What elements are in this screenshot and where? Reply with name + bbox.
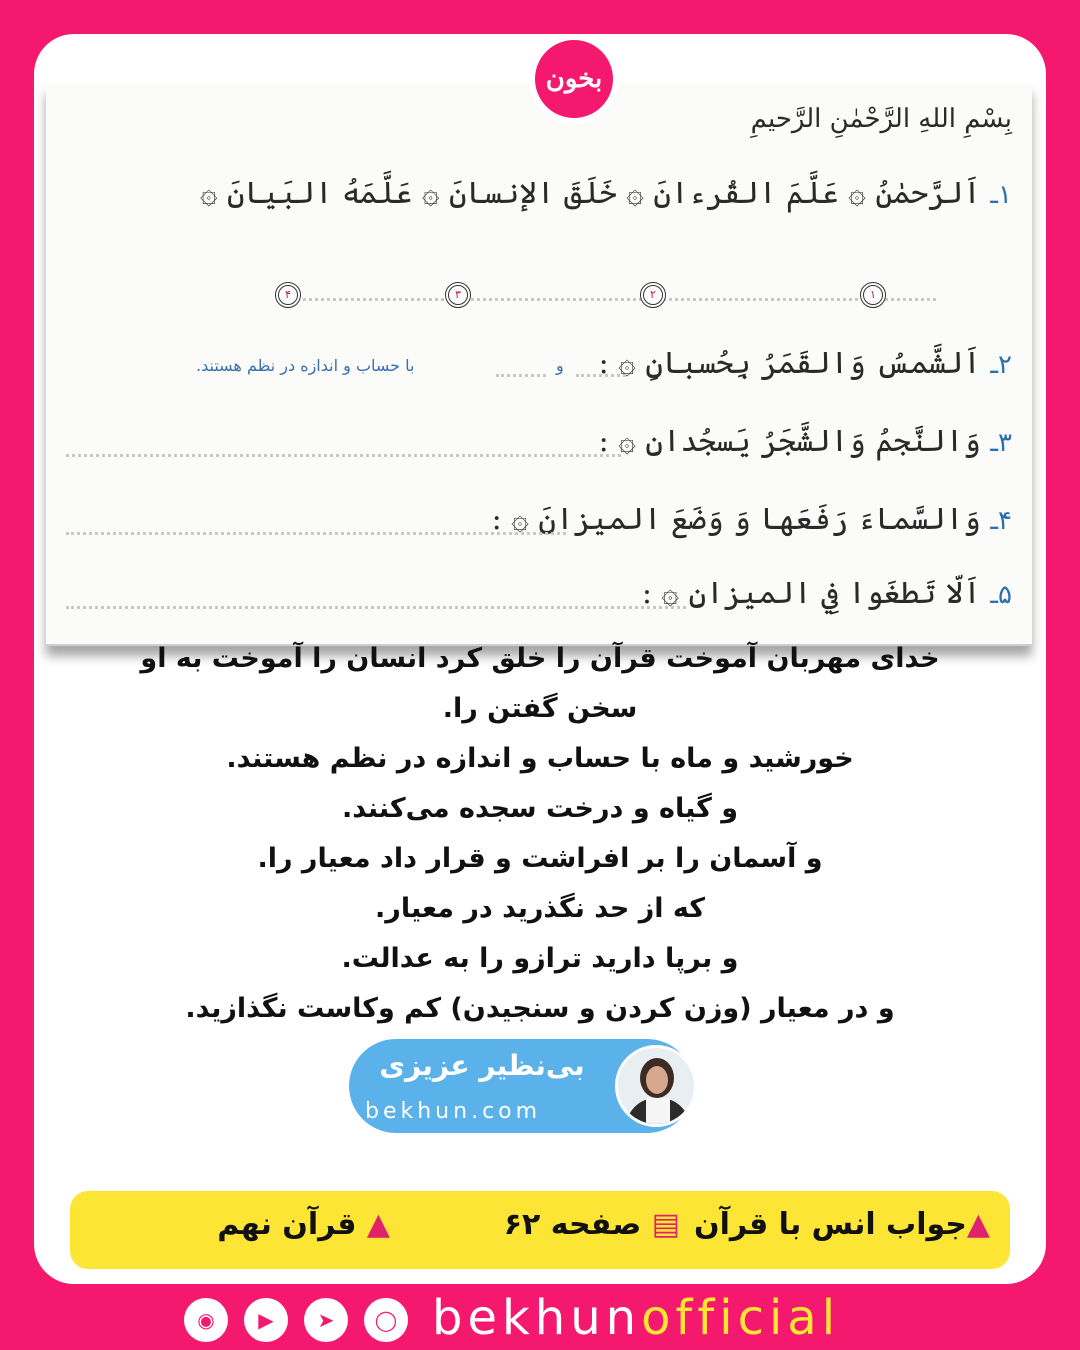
verse-5-number: ۵ـ <box>990 580 1012 610</box>
author-avatar <box>615 1045 697 1127</box>
brand-handle <box>432 1290 840 1346</box>
telegram-icon[interactable]: ➤ <box>304 1298 348 1342</box>
graduation-cap-icon: ▲ <box>366 1207 390 1242</box>
verse-4 <box>492 502 1012 537</box>
translation-line-5: و آسمان را بر افراشت و قرار داد معیار را. <box>257 843 823 874</box>
blank-line-3 <box>66 454 621 457</box>
instagram-icon[interactable]: ◯ <box>364 1298 408 1342</box>
brand-part-2: official <box>641 1290 841 1346</box>
social-footer <box>0 1290 1080 1350</box>
bismillah: بِسْمِ اللهِ الرَّحْمٰنِ الرَّحیمِ <box>750 104 1012 134</box>
verse-1-text: اَلرَّحمٰنُ ۞ عَلَّمَ القُرءانَ ۞ خَلَقَ الإنسانَ ۞ عَلَّمَهُ البَيانَ ۞ <box>199 176 981 211</box>
persian-translation <box>74 634 1006 1034</box>
footer-page <box>504 1207 680 1242</box>
youtube-icon[interactable]: ▶ <box>244 1298 288 1342</box>
footer-title <box>694 1207 990 1242</box>
verse-2-text: اَلشَّمسُ وَالقَمَرُ بِحُسبانٍ ۞ : <box>598 346 981 381</box>
translation-line-2: سخن گفتن را. <box>442 693 638 724</box>
verse-4-text: وَالسَّماءَ رَفَعَها وَ وَضَعَ الميزانَ ۞ : <box>491 502 981 537</box>
brand-part-1: bekhun <box>432 1290 642 1346</box>
handwritten-conjunction: و <box>556 356 564 375</box>
verse-3-number: ۳ـ <box>990 428 1012 458</box>
footer-page-text: صفحه ۶۲ <box>503 1207 642 1242</box>
blank-marker-4: ۴ <box>275 282 301 308</box>
verse-4-number: ۴ـ <box>990 506 1012 536</box>
content-card <box>34 34 1046 1284</box>
blank-marker-3: ۳ <box>445 282 471 308</box>
blank-line-5 <box>66 606 686 609</box>
translation-line-8: و در معیار (وزن کردن و سنجیدن) کم وکاست نگذازید. <box>185 993 895 1024</box>
verse-3 <box>599 424 1012 459</box>
film-reel-icon[interactable]: ◉ <box>184 1298 228 1342</box>
textbook-page-image <box>46 84 1032 646</box>
blank-marker-2: ۲ <box>640 282 666 308</box>
verse-5-text: اَلّا تَطغَوا فِي الميزانِ ۞ : <box>641 576 981 611</box>
author-name: بی‌نظیر عزیزی <box>379 1049 585 1082</box>
verse-3-text: وَالنَّجمُ وَالشَّجَرُ يَسجُدانِ ۞ : <box>598 424 981 459</box>
author-badge <box>349 1039 694 1133</box>
footer-subject-text: قرآن نهم <box>217 1207 357 1242</box>
translation-line-4: و گیاه و درخت سجده می‌کنند. <box>342 793 738 824</box>
book-icon: ▤ <box>651 1207 680 1242</box>
blank-line-4 <box>66 532 566 535</box>
translation-line-6: که از حد نگذرید در معیار. <box>375 893 705 924</box>
author-site: bekhun.com <box>365 1099 542 1124</box>
verse-2-number: ۲ـ <box>990 350 1012 380</box>
translation-line-1: خدای مهربان آموخت قرآن را خلق کرد انسان را آموخت به او <box>140 643 940 674</box>
blank-line-2a <box>496 374 546 377</box>
footer-info-bar <box>70 1191 1010 1269</box>
handwritten-answer: با حساب و اندازه در نظم هستند. <box>196 356 415 375</box>
footer-subject <box>217 1207 390 1242</box>
footer-title-text: جواب انس با قرآن <box>694 1207 967 1242</box>
translation-line-3: خورشید و ماه با حساب و اندازه در نظم هستند. <box>226 743 854 774</box>
blank-line-2b <box>576 374 626 377</box>
verse-5 <box>642 576 1012 611</box>
verse-2 <box>599 346 1012 381</box>
verse-1-number: ۱ـ <box>990 180 1012 210</box>
logo-text: بخون <box>545 64 603 94</box>
bekhun-logo <box>529 34 619 124</box>
translation-line-7: و برپا دارید ترازو را به عدالت. <box>341 943 739 974</box>
teacher-icon: ▲ <box>966 1207 990 1242</box>
verse-1 <box>200 176 1012 211</box>
blank-marker-1: ۱ <box>860 282 886 308</box>
blank-line-1 <box>296 298 936 301</box>
